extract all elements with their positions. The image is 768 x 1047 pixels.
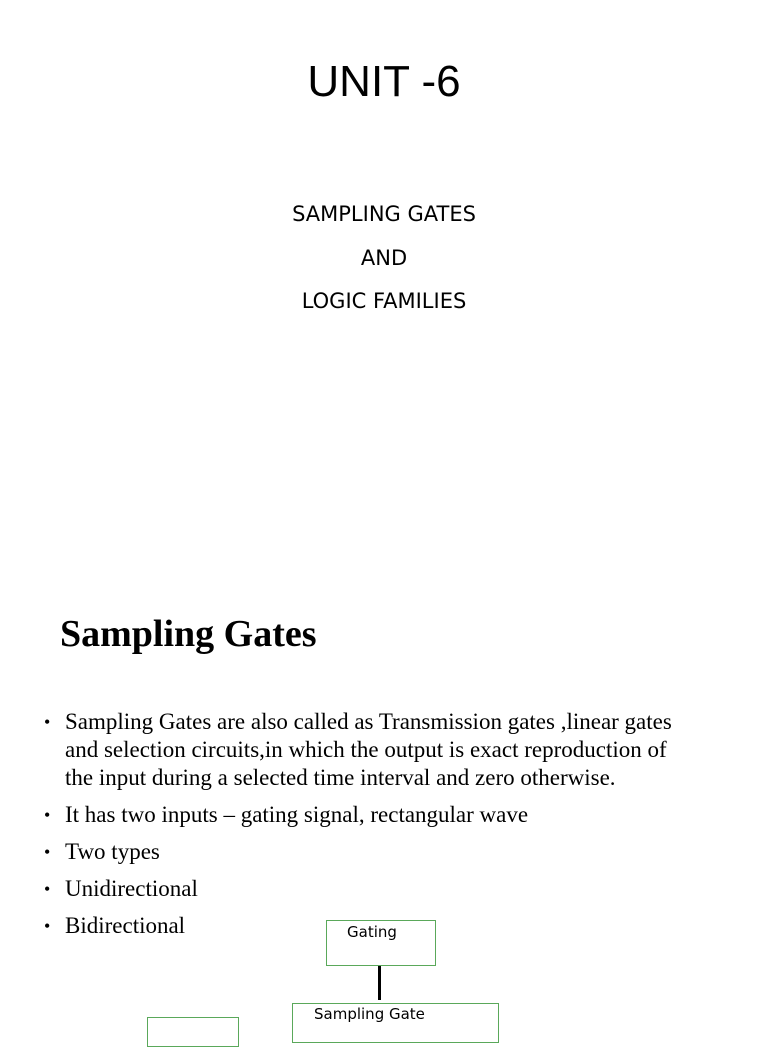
bullet-text: Bidirectional xyxy=(65,913,186,938)
diagram-connector xyxy=(378,966,381,1000)
bullet-item xyxy=(44,801,694,829)
sampling-gate-label: Sampling Gate xyxy=(314,1005,425,1023)
bullet-text: Two types xyxy=(65,839,160,864)
bullet-icon: • xyxy=(44,842,51,862)
bullet-item xyxy=(44,708,694,792)
bullet-list xyxy=(44,708,694,949)
slide-subtitle xyxy=(0,196,768,327)
bullet-icon: • xyxy=(44,805,51,825)
content-slide xyxy=(0,580,768,1024)
subtitle-line: SAMPLING GATES xyxy=(292,202,476,226)
bullet-item xyxy=(44,875,694,903)
bullet-text: Sampling Gates are also called as Transmission gates ,linear gates and selection circuits,in which the output is exact reproduction of the input during a selected time interval and zero otherwise. xyxy=(65,709,672,790)
subtitle-line: LOGIC FAMILIES xyxy=(301,289,467,313)
bullet-icon: • xyxy=(44,916,51,936)
unit-title: UNIT -6 xyxy=(307,57,461,106)
bullet-text: It has two inputs – gating signal, rectangular wave xyxy=(65,802,529,827)
bullet-icon: • xyxy=(44,712,51,732)
input-box xyxy=(147,1017,239,1047)
bullet-icon: • xyxy=(44,879,51,899)
bullet-text: Unidirectional xyxy=(65,876,198,901)
gating-box xyxy=(326,920,436,966)
sampling-gate-box xyxy=(292,1003,499,1043)
subtitle-line: AND xyxy=(360,245,408,270)
section-heading: Sampling Gates xyxy=(60,613,317,655)
gating-label: Gating xyxy=(347,923,397,941)
bullet-item xyxy=(44,838,694,866)
